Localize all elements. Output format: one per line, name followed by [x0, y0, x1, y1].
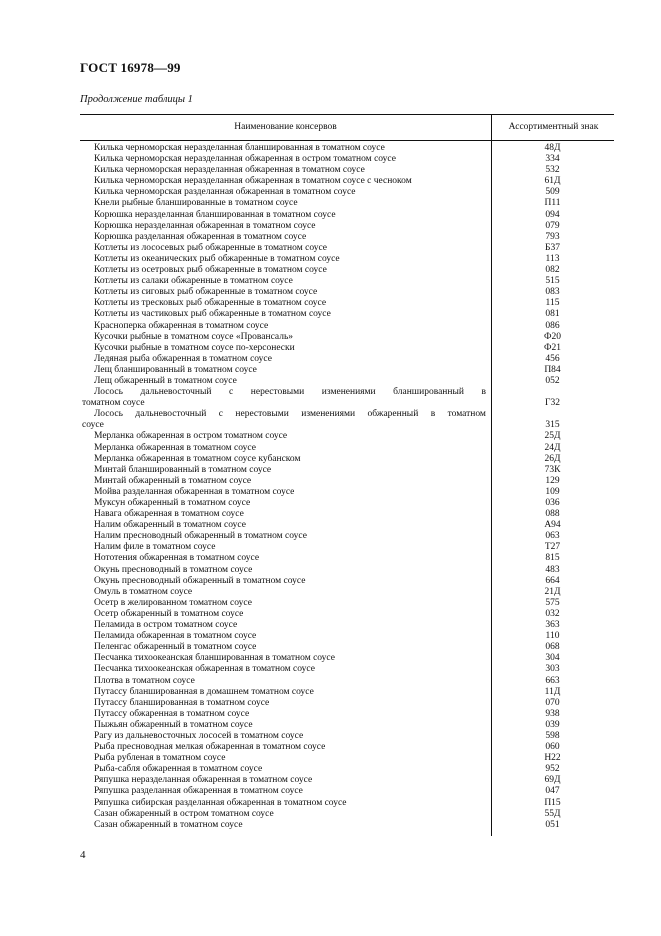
row-code: 113 — [545, 253, 560, 264]
row-name: Нототения обжаренная в томатном соусе — [94, 553, 260, 564]
row-name: Котлеты из осетровых рыб обжаренные в томатном соусе — [94, 265, 327, 276]
row-code: Ф20 — [543, 331, 561, 342]
row-code: 334 — [545, 154, 560, 165]
table-row — [80, 542, 614, 553]
row-name: Осетр обжаренный в томатном соусе — [94, 608, 244, 619]
row-name: Навага обжаренная в томатном соусе — [94, 509, 244, 520]
row-code: 663 — [545, 675, 560, 686]
row-code: 55Д — [544, 808, 561, 819]
row-name: Мерланка обжаренная в остром томатном соусе — [94, 431, 288, 442]
table-row — [80, 265, 614, 276]
row-name: Котлеты из лососевых рыб обжаренные в томатном соусе — [94, 242, 328, 253]
row-name: Килька черноморская неразделанная обжаренная в томатном соусе — [94, 165, 365, 176]
row-code: Т27 — [544, 542, 561, 553]
table-row — [80, 820, 614, 831]
row-name: Лосось дальневосточный с нерестовыми изменениями бланшированный в — [94, 387, 486, 398]
row-code: 815 — [545, 553, 560, 564]
row-code: 109 — [545, 486, 560, 497]
table-row — [80, 143, 614, 154]
row-name: Минтай обжаренный в томатном соусе — [94, 475, 252, 486]
row-name: Котлеты из тресковых рыб обжаренные в томатном соусе — [94, 298, 327, 309]
row-name: Рыба пресноводная мелкая обжаренная в томатном соусе — [94, 742, 326, 753]
table-body — [80, 141, 614, 831]
table-row — [80, 210, 614, 221]
row-name: Минтай бланшированный в томатном соусе — [94, 464, 272, 475]
table-row — [80, 720, 614, 731]
row-name: Килька черноморская разделанная обжаренная в томатном соусе — [94, 187, 356, 198]
row-code: 24Д — [544, 442, 561, 453]
row-code: П15 — [544, 797, 561, 808]
row-name: Песчанка тихоокеанская бланшированная в томатном соусе — [94, 653, 335, 664]
row-name: Омуль в томатном соусе — [94, 586, 193, 597]
row-code: П84 — [544, 364, 561, 375]
table-row — [80, 775, 614, 786]
row-code: 083 — [545, 287, 560, 298]
row-code: 363 — [545, 620, 560, 631]
row-name: Пеламида обжаренная в томатном соусе — [94, 631, 257, 642]
row-code: 515 — [545, 276, 560, 287]
row-code: 088 — [545, 509, 560, 520]
row-name: Окунь пресноводный обжаренный в томатном соусе — [94, 575, 306, 586]
table-row — [80, 176, 614, 187]
table-row — [80, 753, 614, 764]
row-code: 032 — [545, 608, 560, 619]
row-code: Н22 — [544, 753, 561, 764]
row-name: Котлеты из сиговых рыб обжаренные в томатном соусе — [94, 287, 318, 298]
row-name: Мерланка обжаренная в томатном соусе — [94, 442, 256, 453]
row-code: 69Д — [544, 775, 561, 786]
row-code: П11 — [544, 198, 561, 209]
table-row — [80, 620, 614, 631]
table-row-continuation — [80, 398, 614, 409]
row-name: Кусочки рыбные в томатном соусе по-херсонески — [94, 342, 295, 353]
row-code: 303 — [545, 664, 560, 675]
row-code: 086 — [545, 320, 560, 331]
table-row — [80, 187, 614, 198]
table-row — [80, 431, 614, 442]
row-code: 456 — [545, 353, 560, 364]
row-code: 532 — [545, 165, 560, 176]
table-row — [80, 332, 614, 343]
table-row — [80, 409, 614, 420]
row-code: 315 — [545, 420, 560, 431]
row-code: 25Д — [544, 431, 561, 442]
column-header-code: Ассортиментный знак — [491, 115, 615, 140]
row-name: Путассу обжаренная в томатном соусе — [94, 708, 250, 719]
row-name: Налим обжаренный в томатном соусе — [94, 520, 246, 531]
row-name: Ряпушка сибирская разделанная обжаренная в томатном соусе — [94, 797, 347, 808]
row-name: Путассу бланшированная в томатном соусе — [94, 697, 270, 708]
row-code: 48Д — [544, 143, 561, 153]
table-row — [80, 687, 614, 698]
row-code: 304 — [545, 653, 560, 664]
row-code: 079 — [545, 220, 560, 231]
table-row — [80, 376, 614, 387]
table-row — [80, 598, 614, 609]
table-row — [80, 154, 614, 165]
row-code: 068 — [545, 642, 560, 653]
table-row — [80, 587, 614, 598]
row-name: Сазан обжаренный в остром томатном соусе — [94, 808, 274, 819]
table-row — [80, 764, 614, 775]
row-code: 793 — [545, 231, 560, 242]
table-row — [80, 798, 614, 809]
table-row — [80, 653, 614, 664]
table-row — [80, 232, 614, 243]
table-row — [80, 476, 614, 487]
row-code: 26Д — [544, 453, 561, 464]
table-row — [80, 531, 614, 542]
row-name: Мойва разделанная обжаренная в томатном соусе — [94, 486, 295, 497]
table-row — [80, 198, 614, 209]
table-row — [80, 709, 614, 720]
row-code: 73К — [544, 464, 561, 475]
row-code: 11Д — [544, 686, 561, 697]
table-row — [80, 321, 614, 332]
table-row — [80, 443, 614, 454]
table-row — [80, 165, 614, 176]
row-code: 036 — [545, 498, 560, 508]
row-name: Налим пресноводный обжаренный в томатном соусе — [94, 531, 307, 542]
table-row — [80, 565, 614, 576]
table-row — [80, 676, 614, 687]
row-code: 060 — [545, 742, 560, 753]
row-code: 509 — [545, 187, 560, 198]
row-name: Корюшка неразделанная обжаренная в томатном соусе — [94, 220, 316, 231]
table-row — [80, 487, 614, 498]
row-name: Плотва в томатном соусе — [94, 675, 195, 686]
row-name: Котлеты из океанических рыб обжаренные в томатном соусе — [94, 253, 340, 264]
row-code: 110 — [545, 631, 560, 642]
table-row — [80, 576, 614, 587]
table-row — [80, 642, 614, 653]
table-row — [80, 298, 614, 309]
row-code: 483 — [545, 564, 560, 575]
table-row — [80, 254, 614, 265]
table-row — [80, 809, 614, 820]
row-name: Лещ бланшированный в томатном соусе — [94, 364, 257, 375]
table-header — [80, 114, 614, 141]
row-code: 664 — [545, 575, 560, 586]
row-code: 61Д — [544, 176, 561, 187]
row-name: Котлеты из салаки обжаренные в томатном соусе — [94, 276, 293, 287]
table-row — [80, 365, 614, 376]
row-code: 047 — [545, 786, 560, 797]
row-name: Осетр в желированном томатном соусе — [94, 597, 252, 608]
table-row — [80, 354, 614, 365]
row-code: 081 — [545, 309, 560, 320]
row-name: Пеленгас обжаренный в томатном соусе — [94, 642, 257, 653]
table-row — [80, 609, 614, 620]
row-name: Кусочки рыбные в томатном соусе «Провансаль» — [94, 331, 294, 342]
table-row — [80, 631, 614, 642]
table-row — [80, 243, 614, 254]
row-name: Котлеты из частиковых рыб обжаренные в томатном соусе — [94, 309, 331, 320]
table-row — [80, 742, 614, 753]
row-name: Рыба рубленая в томатном соусе — [94, 753, 226, 764]
table-row — [80, 509, 614, 520]
row-name: Килька черноморская неразделанная бланшированная в томатном соусе — [94, 143, 385, 153]
table-row — [80, 498, 614, 509]
assortment-table — [80, 114, 614, 831]
row-name: Килька черноморская неразделанная обжаренная в томатном соусе с чесноком — [94, 176, 412, 187]
row-code: 598 — [545, 730, 560, 741]
row-code: Г32 — [545, 398, 560, 409]
row-name: Окунь пресноводный в томатном соусе — [94, 564, 253, 575]
table-row — [80, 698, 614, 709]
table-row — [80, 276, 614, 287]
row-code: А94 — [544, 520, 561, 531]
row-name: Путассу бланшированная в домашнем томатном соусе — [94, 686, 314, 697]
row-name: Налим филе в томатном соусе — [94, 542, 216, 553]
row-code: 094 — [545, 209, 560, 220]
row-name: Мерланка обжаренная в томатном соусе кубанском — [94, 453, 301, 464]
row-name: Кнели рыбные бланшированные в томатном соусе — [94, 198, 298, 209]
row-code: 051 — [545, 819, 560, 830]
row-name-continuation: соусе — [82, 420, 104, 431]
page-number: 4 — [80, 849, 86, 861]
table-row — [80, 387, 614, 398]
table-row — [80, 309, 614, 320]
row-name: Ледяная рыба обжаренная в томатном соусе — [94, 353, 272, 364]
row-name-continuation: томатном соусе — [82, 398, 145, 409]
row-code: 115 — [545, 298, 560, 309]
table-row — [80, 664, 614, 675]
row-code: Б37 — [545, 242, 560, 253]
row-name: Ряпушка неразделанная обжаренная в томатном соусе — [94, 775, 313, 786]
row-name: Песчанка тихоокеанская обжаренная в томатном соусе — [94, 664, 315, 675]
row-name: Пыжьян обжаренный в томатном соусе — [94, 719, 253, 730]
row-name: Муксун обжаренный в томатном соусе — [94, 498, 251, 508]
row-code: 070 — [545, 697, 560, 708]
table-row — [80, 786, 614, 797]
row-code: 129 — [545, 475, 560, 486]
table-continuation-caption: Продолжение таблицы 1 — [80, 94, 193, 105]
row-name: Килька черноморская неразделанная обжаренная в остром томатном соусе — [94, 154, 396, 165]
row-code: 21Д — [544, 586, 561, 597]
row-name: Красноперка обжаренная в томатном соусе — [94, 320, 269, 331]
row-code: 052 — [545, 375, 560, 386]
table-row — [80, 343, 614, 354]
document-code: ГОСТ 16978—99 — [80, 60, 181, 75]
row-code: 063 — [545, 531, 560, 542]
row-code: 082 — [545, 265, 560, 276]
table-row — [80, 553, 614, 564]
row-code: 575 — [545, 597, 560, 608]
row-name: Корюшка разделанная обжаренная в томатном соусе — [94, 231, 307, 242]
table-row — [80, 454, 614, 465]
table-row — [80, 731, 614, 742]
row-name: Лещ обжаренный в томатном соусе — [94, 375, 237, 386]
row-name: Ряпушка разделанная обжаренная в томатном соусе — [94, 786, 303, 797]
row-code: 952 — [545, 764, 560, 775]
table-row — [80, 221, 614, 232]
table-row — [80, 287, 614, 298]
table-row — [80, 465, 614, 476]
row-name: Корюшка неразделанная бланшированная в томатном соусе — [94, 209, 336, 220]
row-name: Рыба-сабля обжаренная в томатном соусе — [94, 764, 263, 775]
row-name: Лосось дальневосточный с нерестовыми изменениями обжаренный в томатном — [94, 409, 486, 420]
column-header-name: Наименование консервов — [234, 122, 337, 132]
table-row-continuation — [80, 420, 614, 431]
table-row — [80, 520, 614, 531]
row-name: Рагу из дальневосточных лососей в томатном соусе — [94, 730, 304, 741]
row-code: 039 — [545, 719, 560, 730]
row-code: Ф21 — [543, 342, 561, 353]
row-code: 938 — [545, 708, 560, 719]
row-name: Пеламида в остром томатном соусе — [94, 620, 238, 631]
row-name: Сазан обжаренный в томатном соусе — [94, 819, 243, 830]
